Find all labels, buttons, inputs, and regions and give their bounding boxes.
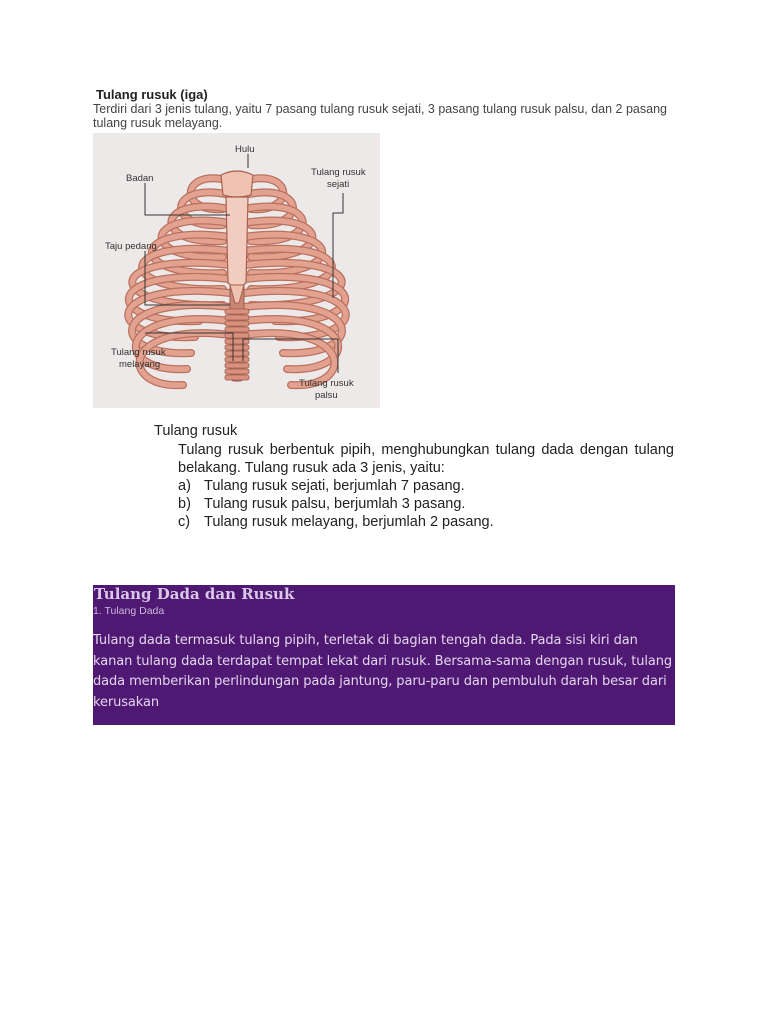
rib-cage-illustration	[93, 133, 380, 408]
tulang-dada-box	[93, 585, 675, 725]
label-melayang-line2: melayang	[119, 359, 161, 370]
label-hulu: Hulu	[235, 144, 255, 155]
dada-title: Tulang Dada dan Rusuk	[94, 585, 295, 603]
label-palsu-line2: palsu	[315, 390, 338, 401]
list-item: a) Tulang rusuk sejati, berjumlah 7 pasang.	[178, 478, 465, 494]
label-melayang-line1: Tulang rusuk	[111, 347, 166, 358]
label-palsu-line1: Tulang rusuk	[299, 378, 354, 389]
label-sejati-line2: sejati	[327, 179, 350, 190]
list-item: b) Tulang rusuk palsu, berjumlah 3 pasang.	[178, 496, 466, 512]
label-sejati-line1: Tulang rusuk	[311, 167, 366, 178]
dada-subtitle: 1. Tulang Dada	[93, 605, 165, 617]
intro-text: Terdiri dari 3 jenis tulang, yaitu 7 pasang tulang rusuk sejati, 3 pasang tulang rusuk palsu, dan 2 pasang tulang rusuk melayang.	[93, 102, 667, 130]
rusuk-section	[154, 422, 674, 531]
list-item: c) Tulang rusuk melayang, berjumlah 2 pasang.	[178, 514, 494, 530]
rusuk-heading: Tulang rusuk	[154, 423, 238, 439]
rusuk-list	[178, 477, 674, 531]
section-title: Tulang rusuk (iga)	[96, 87, 208, 102]
dada-body: Tulang dada termasuk tulang pipih, terletak di bagian tengah dada. Pada sisi kiri dan kanan tulang dada terdapat tempat lekat dari rusuk. Bersama-sama dengan rusuk, tulang dada memberikan perlindungan pada jantung, paru-paru dan pembuluh darah besar dari kerusakan	[93, 633, 673, 710]
label-taju-pedang: Taju pedang	[105, 241, 157, 252]
label-badan: Badan	[126, 173, 154, 184]
rusuk-description: Tulang rusuk berbentuk pipih, menghubungkan tulang dada dengan tulang belakang. Tulang rusuk ada 3 jenis, yaitu:	[178, 442, 674, 476]
rib-cage-figure	[93, 133, 380, 408]
